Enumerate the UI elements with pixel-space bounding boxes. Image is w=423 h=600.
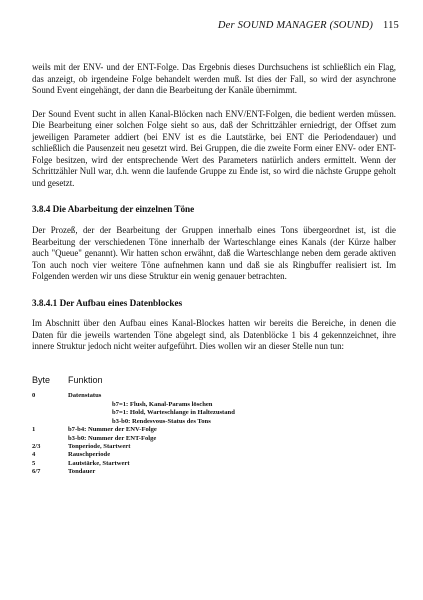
running-header — [32, 20, 399, 31]
function-cell: Datenstatus — [68, 392, 102, 400]
function-cell: Tondauer — [68, 468, 96, 476]
table-row — [32, 426, 396, 434]
table-header — [32, 375, 396, 387]
function-cell: Tonperiode, Startwert — [68, 442, 131, 450]
section-heading-3-8-4-1: 3.8.4.1 Der Aufbau eines Datenblockes — [32, 297, 183, 308]
table-row — [32, 451, 396, 459]
byte-cell: 5 — [32, 459, 36, 467]
byte-cell: 1 — [32, 426, 36, 434]
byte-cell — [32, 401, 68, 409]
page-body — [32, 62, 396, 477]
section-heading-3-8-4: 3.8.4 Die Abarbeitung der einzelnen Töne — [32, 204, 195, 215]
header-title: Der SOUND MANAGER (SOUND) — [217, 20, 374, 31]
byte-cell: 0 — [32, 392, 36, 400]
paragraph-2: Der Sound Event sucht in allen Kanal-Blöcken nach ENV/ENT-Folgen, die bedient werden müssen. Die Bearbeitung einer solchen Folge sieht so aus, daß der Schrittzähler erniedrigt, der Offset zum jeweiligen Parameter addiert (bei ENV ist es die Lautstärke, bei ENT die Periodendauer) und schließlich die Pausenzeit neu gesetzt wird. Bei Gruppen, die die zweite Form einer ENV- oder ENT-Folge besitzen, wird der entsprechende Wert des Parameters natürlich anders ermittelt. Wenn der Schrittzähler Null war, d.h. wenn die laufende Gruppe zu Ende ist, so wird die nächste Gruppe geholt und gesetzt. — [32, 108, 396, 188]
function-cell: Rauschperiode — [68, 451, 111, 459]
table-row — [32, 401, 396, 409]
function-cell: b7=1: Flush, Kanal-Params löschen — [112, 400, 213, 408]
function-cell: b7-b4: Nummer der ENV-Folge — [68, 426, 157, 434]
function-cell: Lautstärke, Startwert — [68, 459, 130, 467]
byte-cell — [32, 435, 68, 443]
function-cell: b3-b0: Rendesvous-Status des Tons — [112, 417, 211, 425]
table-row — [32, 435, 396, 443]
paragraph-1: weils mit der ENV- und der ENT-Folge. Das Ergebnis dieses Durchsuchens ist schließlich ein Flag, das anzeigt, ob irgendeine Folge behandelt werden muß. Ist dies der Fall, so wird der asynchrone Sound Event eingehängt, der dann die Bearbeitung der Kanäle übernimmt. — [32, 62, 396, 96]
function-cell: b3-b0: Nummer der ENT-Folge — [68, 434, 157, 442]
paragraph-3: Der Prozeß, der der Bearbeitung der Gruppen innerhalb eines Tons übergeordnet ist, ist die Bearbeitung der verschiedenen Töne innerhalb der Warteschlange eines Kanals (der Kürze halber auch "Queue" genannt). Wir hatten schon erwähnt, daß die Warteschlange neben dem gerade aktiven Ton auch noch vier weitere Töne aufnehmen kann und daß sie als Ringbuffer realisiert ist. Im Folgenden werden wir uns diese Struktur ein wenig genauer betrachten. — [32, 225, 396, 282]
byte-cell — [32, 418, 68, 426]
byte-cell: 4 — [32, 451, 36, 459]
table-row — [32, 468, 396, 476]
byte-table — [32, 392, 396, 476]
byte-cell: 6/7 — [32, 468, 41, 476]
table-row — [32, 443, 396, 451]
function-cell: b7=1: Hold, Warteschlange in Haltezustand — [112, 409, 235, 417]
col-function-header: Funktion — [68, 374, 103, 385]
byte-cell: 2/3 — [32, 442, 41, 450]
table-row — [32, 418, 396, 426]
paragraph-4: Im Abschnitt über den Aufbau eines Kanal-Blockes hatten wir bereits die Bereiche, in denen die Daten für die jeweils wartenden Töne abgelegt sind, als Datenblöcke 1 bis 4 gekennzeichnet, ihre innere Struktur jedoch nicht weiter aufgeführt. Dies wollen wir an dieser Stelle nun tun: — [32, 318, 396, 352]
table-row — [32, 392, 396, 400]
byte-cell — [32, 409, 68, 417]
table-row — [32, 409, 396, 417]
col-byte-header: Byte — [32, 374, 51, 385]
table-row — [32, 460, 396, 468]
page-number: 115 — [383, 20, 399, 31]
